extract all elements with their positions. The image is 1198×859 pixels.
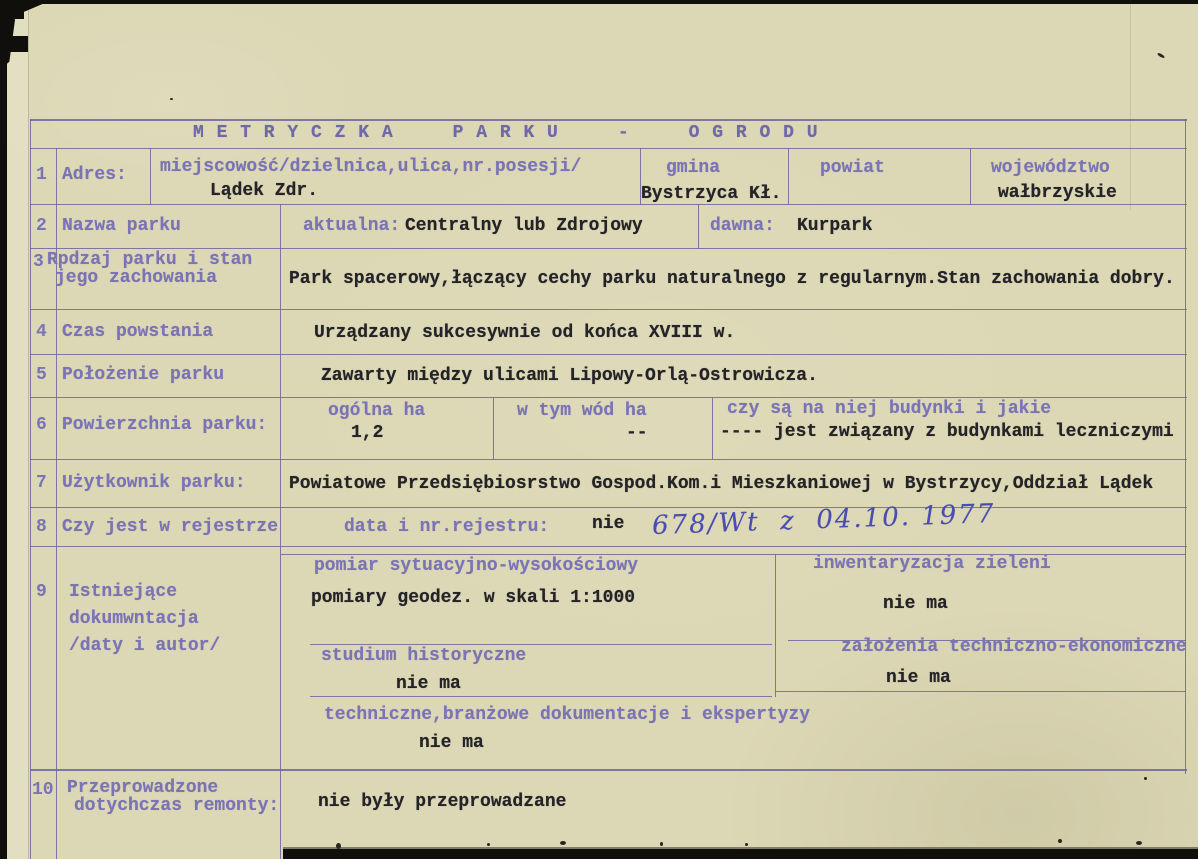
row4-value: Urządzany sukcesywnie od końca XVIII w. (314, 323, 736, 343)
scan-edge-left (0, 0, 7, 859)
table-line-row1-powiat (788, 148, 789, 205)
ink-speck (336, 843, 341, 849)
table-line-row5-bottom (30, 397, 1187, 398)
row7-label: Użytkownik parku: (62, 473, 246, 493)
row9-studium-label: studium historyczne (321, 646, 527, 666)
row9-techniczne-value: nie ma (419, 733, 484, 753)
row9-zalozenia-label: założenia techniczno-ekonomiczne (841, 637, 1187, 657)
ink-speck (1157, 52, 1165, 59)
table-line-row4-bottom (30, 354, 1187, 355)
row6-label: Powierzchnia parku: (62, 415, 268, 435)
ink-speck (1136, 841, 1142, 845)
row9-pomiar-label: pomiar sytuacyjno-wysokościowy (314, 556, 639, 576)
row5-label: Położenie parku (62, 365, 225, 385)
row2-dawna-label: dawna: (710, 216, 775, 236)
row2-label: Nazwa parku (62, 216, 181, 236)
row9-label-line2: dokumwntacja (69, 609, 199, 629)
row4-number: 4 (36, 322, 47, 342)
row6-ogolna-value: 1,2 (351, 423, 384, 443)
ink-speck (560, 841, 566, 845)
table-line-row7-bottom (30, 507, 1187, 508)
row7-value: Powiatowe Przedsiębiosrstwo Gospod.Kom.i Mieszkaniowej w Bystrzycy,Oddział Lądek (289, 474, 1154, 494)
row8-number: 8 (36, 517, 47, 537)
form-title: M E T R Y C Z K A P A R K U - O G R O D U (193, 123, 819, 143)
table-line-9a-left (310, 644, 772, 645)
table-line-row1-adres (150, 148, 151, 205)
row9-label-line3: /daty i autor/ (69, 636, 221, 656)
table-line-row9-bottom (30, 769, 1187, 771)
scan-mark-left-2 (0, 36, 28, 52)
row2-aktualna-label: aktualna: (303, 216, 401, 236)
row10-label-line1: Przeprowadzone (67, 778, 219, 798)
row8-value: nie (592, 514, 625, 534)
row1-number: 1 (36, 165, 47, 185)
row1-wojewodztwo-value: wałbrzyskie (998, 183, 1117, 203)
row2-number: 2 (36, 216, 47, 236)
row8-handwritten-register-number: 678/Wt z 04.10. 1977 (651, 499, 996, 541)
scan-edge-bottom-fade (283, 847, 1198, 849)
paper-fold-crease (1130, 0, 1131, 210)
row8-label: Czy jest w rejestrze (62, 517, 279, 537)
table-line-row1-woj (970, 148, 971, 205)
row9-pomiar-value: pomiary geodez. w skali 1:1000 (311, 588, 636, 608)
row9-inwentaryzacja-label: inwentaryzacja zieleni (813, 554, 1051, 574)
row6-ogolna-label: ogólna ha (328, 401, 426, 421)
ink-speck (1144, 777, 1147, 780)
row5-number: 5 (36, 365, 47, 385)
row6-budynki-label: czy są na niej budynki i jakie (727, 399, 1052, 419)
table-line-9b-right (775, 691, 1186, 692)
row1-gmina-label: gmina (666, 158, 721, 178)
row1-powiat-label: powiat (820, 158, 885, 178)
row7-number: 7 (36, 473, 47, 493)
row10-label-line2: dotychczas remonty: (74, 796, 280, 816)
ink-speck (660, 842, 663, 846)
row6-budynki-value: ---- jest związany z budynkami leczniczymi (720, 422, 1174, 442)
ink-speck (487, 843, 490, 846)
table-line-row3-bottom (30, 309, 1187, 310)
table-line-label-column (280, 204, 281, 859)
row1-gmina-value: Bystrzyca Kł. (641, 184, 782, 204)
table-border-right (1185, 119, 1186, 774)
row1-address-header: miejscowość/dzielnica,ulica,nr.posesji/ (160, 157, 582, 177)
scan-edge-bottom (283, 849, 1198, 859)
row9-techniczne-label: techniczne,branżowe dokumentacje i ekspertyzy (324, 705, 811, 725)
row4-label: Czas powstania (62, 322, 214, 342)
row2-aktualna-value: Centralny lub Zdrojowy (405, 216, 643, 236)
scan-mark-left-1 (0, 4, 24, 19)
row10-value: nie były przeprowadzane (318, 792, 567, 812)
table-border-top (30, 119, 1187, 121)
row9-number: 9 (36, 582, 47, 602)
row6-number: 6 (36, 415, 47, 435)
row3-label-line2: jego zachowania (55, 268, 218, 288)
row10-number: 10 (32, 780, 54, 800)
row9-label-line1: Istniejące (69, 582, 178, 602)
table-line-row2-dawna (698, 204, 699, 249)
row8-field-label: data i nr.rejestru: (344, 517, 550, 537)
row3-label-line1: Rpdzaj parku i stan (47, 250, 253, 270)
row6-wody-value: -- (626, 423, 648, 443)
table-line-row6-col2 (493, 397, 494, 459)
table-border-left (30, 119, 31, 859)
table-line-row8-bottom (30, 546, 1187, 547)
table-line-row1-bottom (30, 204, 1187, 205)
table-line-below-title (30, 148, 1187, 149)
row1-label: Adres: (62, 165, 127, 185)
table-line-9b-left (310, 696, 772, 697)
ink-speck (745, 843, 748, 846)
row1-address-value: Lądek Zdr. (210, 181, 319, 201)
table-line-row6-bottom (30, 459, 1187, 460)
row9-inwentaryzacja-value: nie ma (883, 594, 948, 614)
scan-edge-top (0, 0, 1198, 4)
row9-zalozenia-value: nie ma (886, 668, 951, 688)
table-line-row6-col3 (712, 397, 713, 459)
row3-value: Park spacerowy,łączący cechy parku naturalnego z regularnym.Stan zachowania dobry. (289, 269, 1175, 289)
table-line-section9-split (775, 554, 776, 697)
row6-wody-label: w tym wód ha (517, 401, 647, 421)
paper-left-margin (7, 0, 29, 859)
row1-wojewodztwo-label: województwo (991, 158, 1110, 178)
row2-dawna-value: Kurpark (797, 216, 873, 236)
row9-studium-value: nie ma (396, 674, 461, 694)
ink-speck (170, 98, 173, 100)
row3-number: 3 (33, 252, 44, 272)
table-line-row2-bottom (30, 248, 1187, 249)
ink-speck (1058, 839, 1062, 843)
row5-value: Zawarty między ulicami Lipowy-Orlą-Ostrowicza. (321, 366, 818, 386)
